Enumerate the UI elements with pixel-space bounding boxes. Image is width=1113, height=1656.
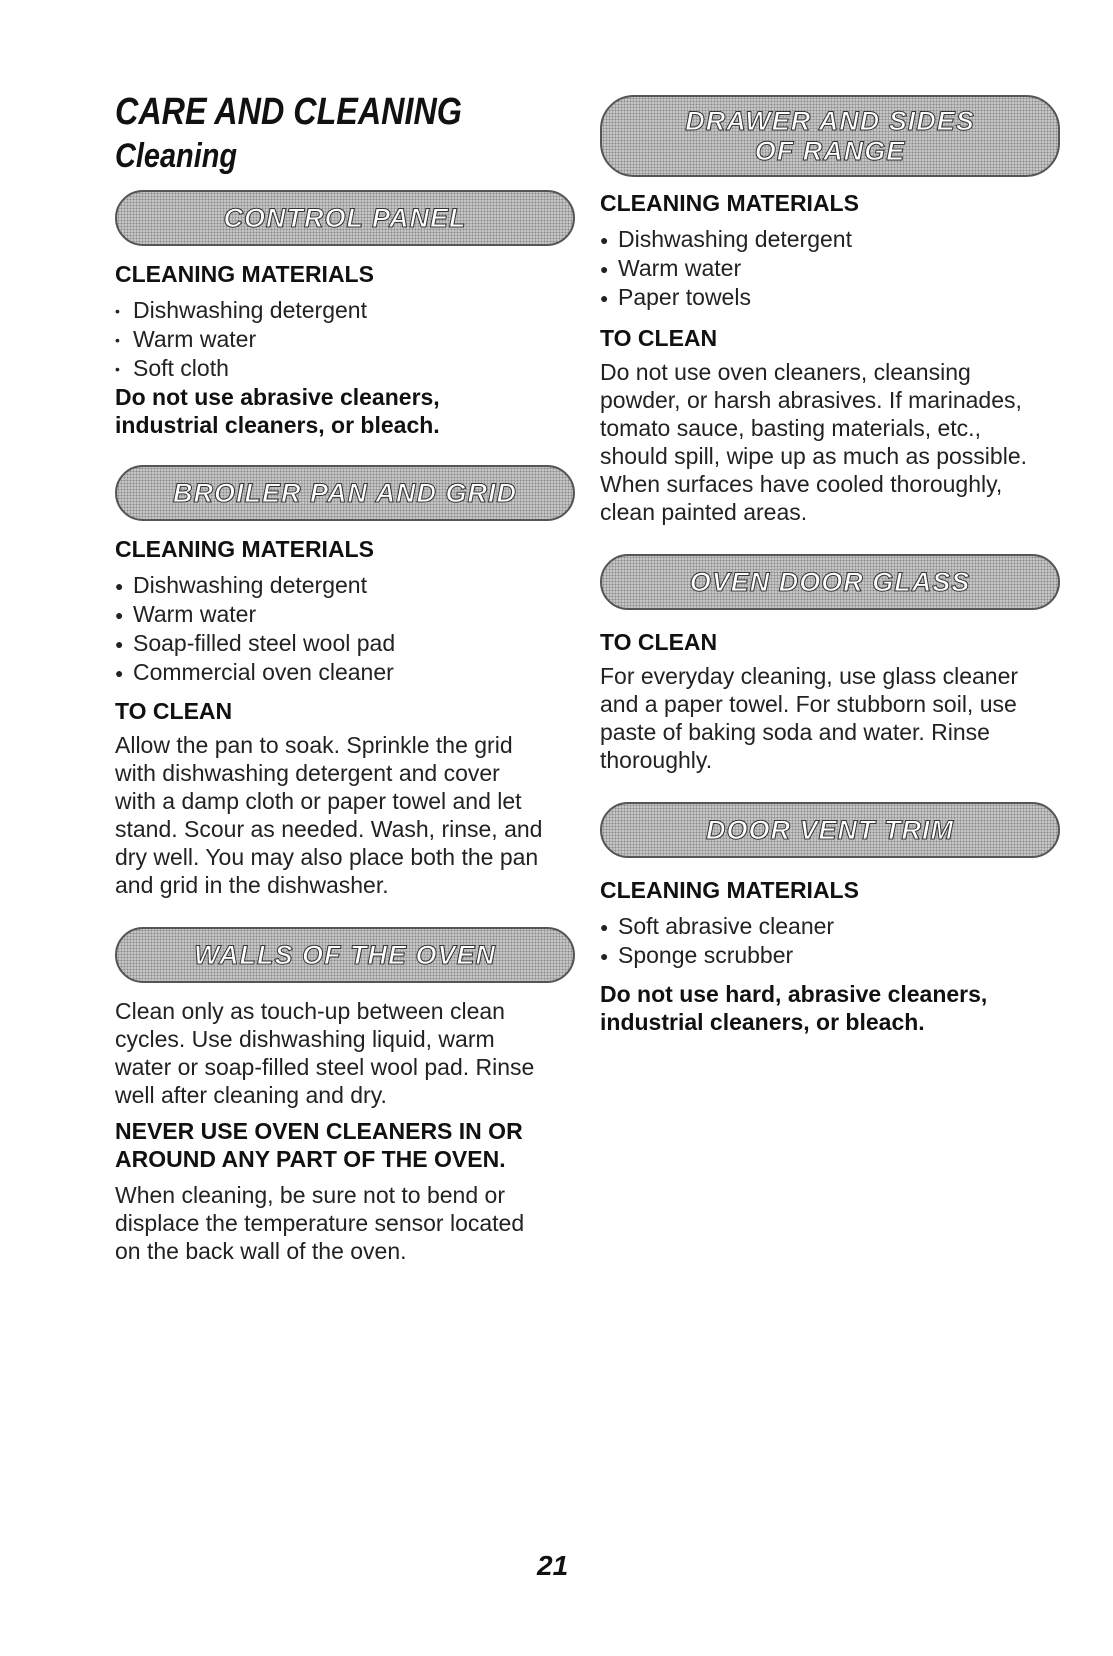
banner-label: WALLS OF THE OVEN (193, 940, 496, 970)
list-item: ● Soft abrasive cleaner (600, 913, 835, 939)
section-walls (115, 927, 575, 1265)
warning-text: NEVER USE OVEN CLEANERS IN OR AROUND ANY PART OF THE OVEN. (115, 1118, 523, 1172)
banner-label-line2: OF RANGE (754, 136, 906, 166)
banner-broiler (115, 465, 575, 521)
materials-list (115, 571, 575, 687)
banner-label: DOOR VENT TRIM (706, 815, 954, 845)
list-item: ● Dishwashing detergent (115, 572, 367, 598)
banner-glass (600, 554, 1060, 610)
section-control-panel (115, 190, 575, 439)
page-number: 21 (537, 1550, 569, 1581)
list-item: ● Warm water (600, 255, 742, 281)
warning-text: Do not use abrasive cleaners, industrial cleaners, or bleach. (115, 384, 440, 438)
page-subtitle: Cleaning (115, 137, 238, 175)
list-item: • Soft cloth (115, 355, 229, 381)
list-item: ● Soap-filled steel wool pad (115, 630, 396, 656)
list-item: ● Paper towels (600, 284, 751, 310)
clean-heading: TO CLEAN (600, 325, 718, 351)
clean-text: Allow the pan to soak. Sprinkle the grid with dishwashing detergent and cover with a damp cloth or paper towel and let stand. Scour as needed. Wash, rinse, and dry well. You may also place both the pan and grid in the dishwasher. (115, 732, 543, 898)
section-vent (600, 802, 1060, 1036)
list-item: ● Warm water (115, 601, 257, 627)
banner-label: BROILER PAN AND GRID (173, 478, 517, 508)
clean-text: Do not use oven cleaners, cleansing powder, or harsh abrasives. If marinades, tomato sauce, basting materials, etc., should spill, wipe up as much as possible. When surfaces have cooled thoroughly, clean painted areas. (600, 359, 1028, 525)
section-glass (600, 554, 1060, 774)
materials-heading: CLEANING MATERIALS (600, 190, 859, 216)
banner-vent (600, 802, 1060, 858)
materials-list (600, 225, 1060, 312)
walls-text: Clean only as touch-up between clean cycles. Use dishwashing liquid, warm water or soap-filled steel wool pad. Rinse well after cleaning and dry. (115, 998, 535, 1108)
materials-heading: CLEANING MATERIALS (600, 877, 859, 903)
walls-note: When cleaning, be sure not to bend or displace the temperature sensor located on the back wall of the oven. (115, 1182, 525, 1264)
materials-heading: CLEANING MATERIALS (115, 261, 374, 287)
banner-label: OVEN DOOR GLASS (689, 567, 971, 597)
materials-heading: CLEANING MATERIALS (115, 536, 374, 562)
list-item: • Warm water (115, 326, 257, 352)
materials-list (115, 296, 575, 383)
page-title: CARE AND CLEANING (115, 91, 462, 133)
left-column (115, 190, 575, 1265)
list-item: ● Dishwashing detergent (600, 226, 852, 252)
section-broiler (115, 465, 575, 899)
clean-text: For everyday cleaning, use glass cleaner and a paper towel. For stubborn soil, use paste of baking soda and water. Rinse thoroughly. (600, 663, 1019, 773)
banner-control-panel (115, 190, 575, 246)
banner-walls (115, 927, 575, 983)
section-drawer (600, 95, 1060, 526)
right-column (600, 95, 1060, 1036)
list-item: ● Commercial oven cleaner (115, 659, 394, 685)
list-item: • Dishwashing detergent (115, 297, 367, 323)
banner-drawer (600, 95, 1060, 177)
warning-text: Do not use hard, abrasive cleaners, industrial cleaners, or bleach. (600, 981, 988, 1035)
banner-label: CONTROL PANEL (223, 203, 467, 233)
list-item: ● Sponge scrubber (600, 942, 794, 968)
clean-heading: TO CLEAN (600, 629, 718, 655)
materials-list (600, 912, 1060, 970)
clean-heading: TO CLEAN (115, 698, 233, 724)
banner-label-line1: DRAWER AND SIDES (685, 106, 975, 136)
